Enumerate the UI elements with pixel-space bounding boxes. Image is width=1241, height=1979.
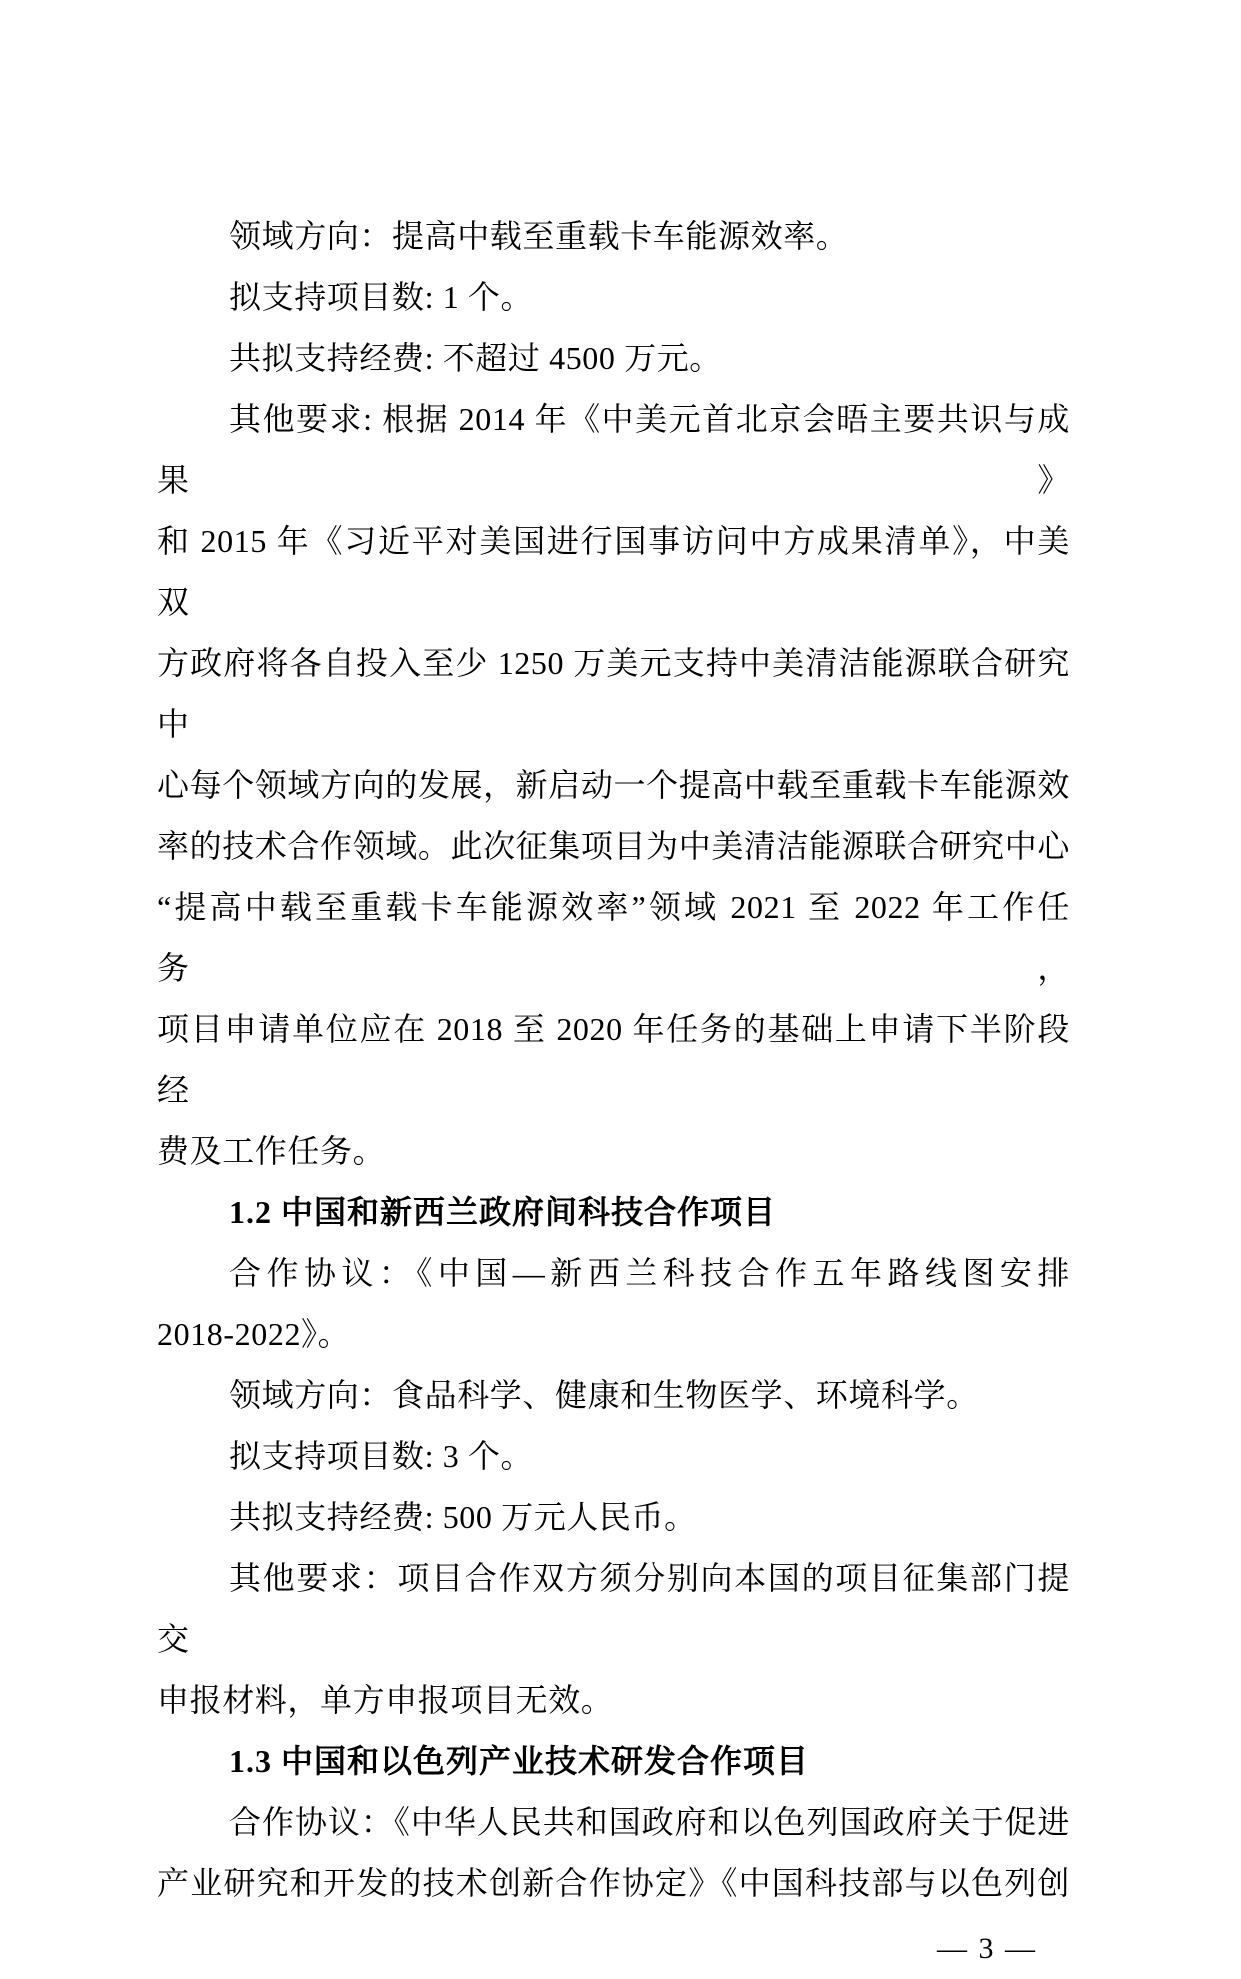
- text-line: 项目申请单位应在 2018 至 2020 年任务的基础上申请下半阶段经: [157, 1011, 1070, 1108]
- text-line: 费及工作任务。: [157, 1133, 386, 1169]
- text-line: 领域方向：提高中载至重载卡车能源效率。: [229, 218, 849, 254]
- text-line: 和 2015 年《习近平对美国进行国事访问中方成果清单》，中美双: [157, 523, 1070, 620]
- text-line: 其他要求：项目合作双方须分别向本国的项目征集部门提交: [157, 1560, 1070, 1657]
- text-line: 拟支持项目数: 3 个。: [229, 1438, 534, 1474]
- text-line: 合作协议：《中华人民共和国政府和以色列国政府关于促进: [229, 1804, 1070, 1840]
- text-line: 其他要求: 根据 2014 年《中美元首北京会晤主要共识与成果》: [157, 401, 1070, 498]
- text-line: 合作协议：《中国—新西兰科技合作五年路线图安排: [229, 1255, 1070, 1291]
- text-line: 领域方向：食品科学、健康和生物医学、环境科学。: [229, 1377, 979, 1413]
- text-line: 方政府将各自投入至少 1250 万美元支持中美清洁能源联合研究中: [157, 645, 1070, 742]
- text-line: 率的技术合作领域。此次征集项目为中美清洁能源联合研究中心: [157, 828, 1070, 864]
- text-line: 2018-2022》。: [157, 1316, 351, 1352]
- text-line: 产业研究和开发的技术创新合作协定》《中国科技部与以色列创: [157, 1865, 1070, 1901]
- section-heading: 1.3 中国和以色列产业技术研发合作项目: [229, 1743, 810, 1779]
- text-line: 心每个领域方向的发展，新启动一个提高中载至重载卡车能源效: [157, 767, 1070, 803]
- text-line: 共拟支持经费: 不超过 4500 万元。: [229, 340, 722, 376]
- text-line: 共拟支持经费: 500 万元人民币。: [229, 1499, 697, 1535]
- section-heading: 1.2 中国和新西兰政府间科技合作项目: [229, 1194, 777, 1230]
- page-number: — 3 —: [937, 1932, 1037, 1965]
- text-line: “提高中载至重载卡车能源效率”领域 2021 至 2022 年工作任务，: [157, 889, 1070, 986]
- text-line: 拟支持项目数: 1 个。: [229, 279, 534, 315]
- text-line: 申报材料，单方申报项目无效。: [157, 1682, 614, 1718]
